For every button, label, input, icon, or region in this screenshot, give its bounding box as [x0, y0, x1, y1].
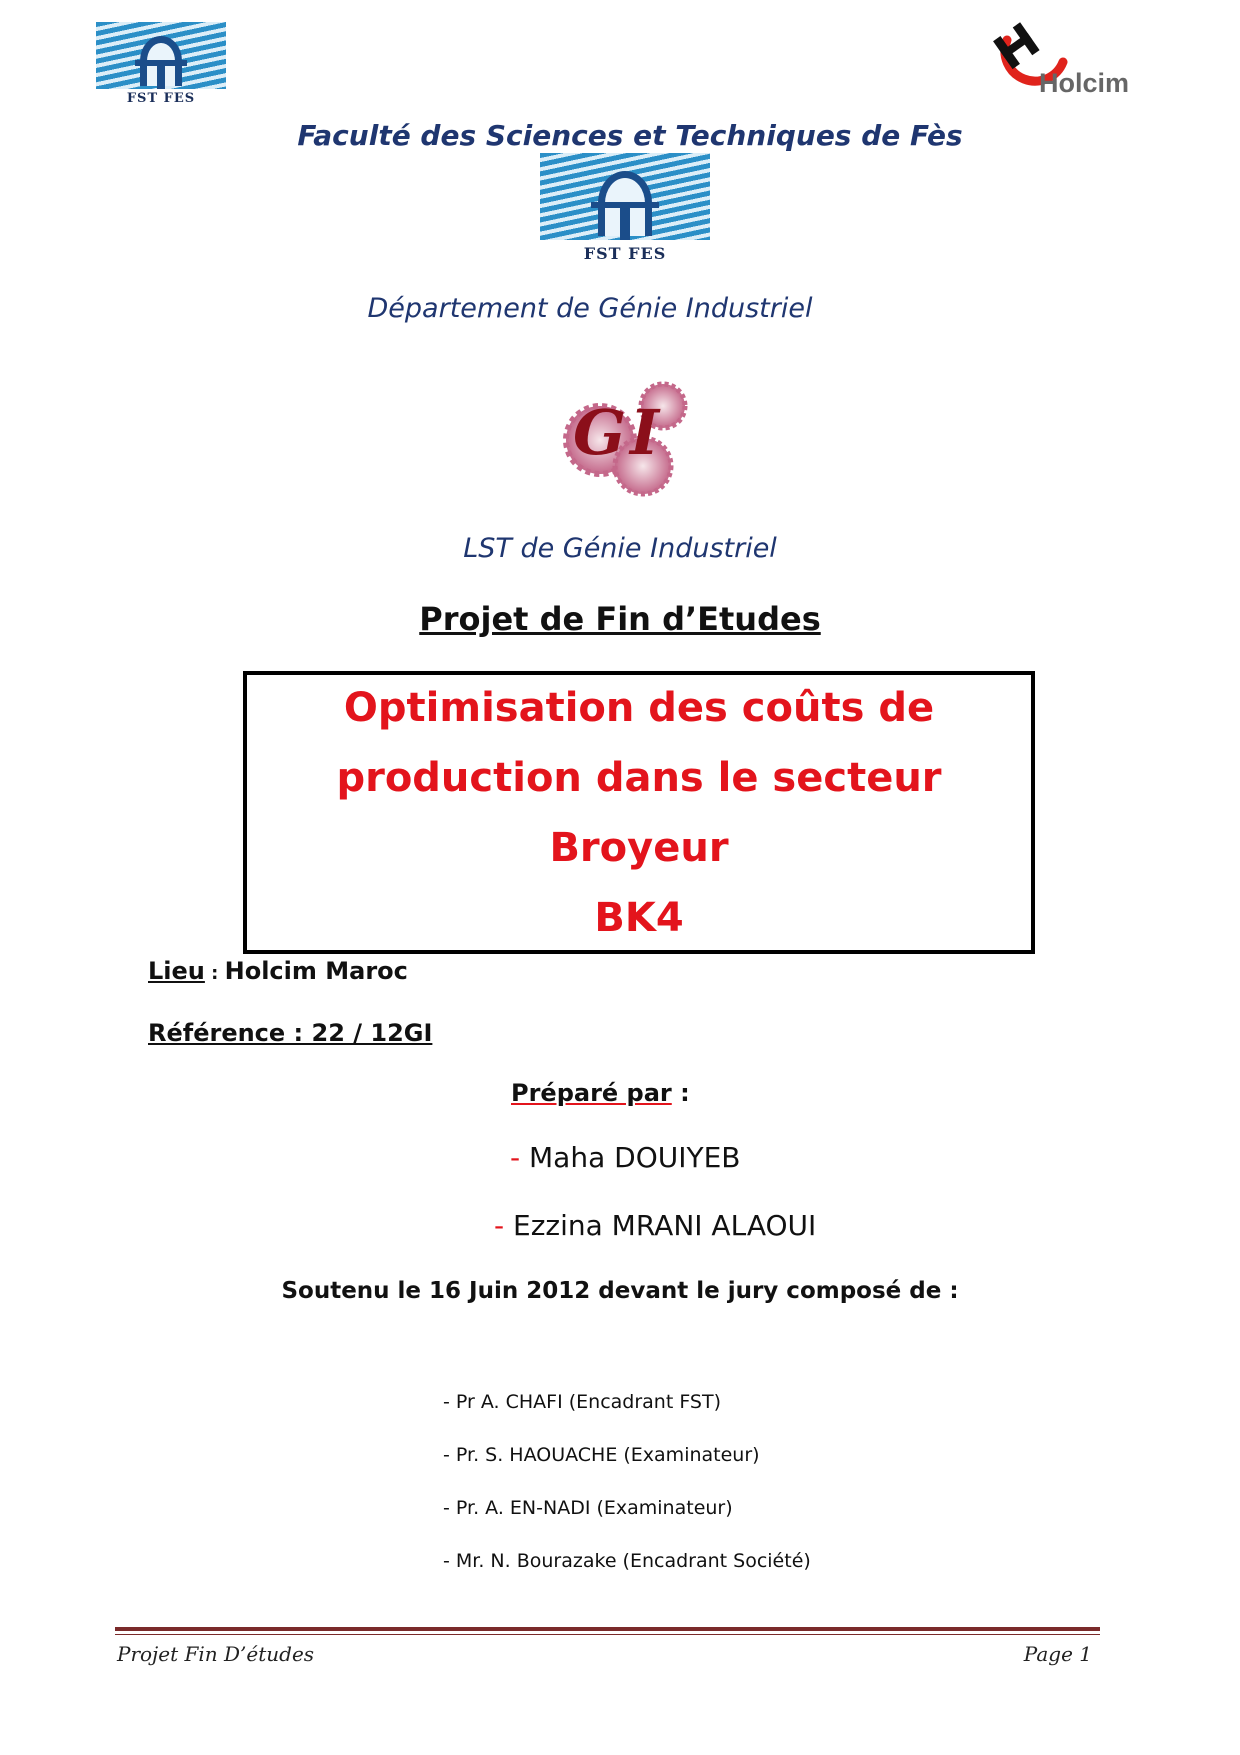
fst-logo-center-label: FST FES — [583, 243, 667, 263]
project-title-box — [243, 671, 1035, 954]
holcim-logo-text: Holcim — [1039, 68, 1130, 98]
prepared-by-colon: : — [671, 1079, 690, 1107]
footer-left: Projet Fin D’études — [117, 1642, 315, 1666]
holcim-logo — [985, 10, 1135, 100]
jury-member-4: - Mr. N. Bourazake (Encadrant Société) — [443, 1550, 811, 1572]
project-title-line-2: production dans le secteur Broyeur — [336, 754, 942, 871]
footer-page-number: Page 1 — [1023, 1642, 1092, 1666]
reference-line: Référence : 22 / 12GI — [148, 1019, 433, 1047]
gi-logo — [555, 378, 705, 503]
gi-logo-letters: GI — [573, 396, 663, 469]
faculty-title: Faculté des Sciences et Techniques de Fès — [297, 119, 963, 152]
author-1-dash: - — [510, 1141, 530, 1174]
jury-member-3: - Pr. A. EN-NADI (Examinateur) — [443, 1497, 733, 1519]
defense-statement: Soutenu le 16 Juin 2012 devant le jury composé de : — [281, 1278, 959, 1304]
department-title: Département de Génie Industriel — [367, 293, 813, 324]
jury-member-1: - Pr A. CHAFI (Encadrant FST) — [443, 1391, 722, 1413]
author-2-dash: - — [494, 1209, 514, 1242]
jury-member-2: - Pr. S. HAOUACHE (Examinateur) — [443, 1444, 760, 1466]
footer-rule-thin — [115, 1634, 1100, 1635]
author-2-name: Ezzina MRANI ALAOUI — [513, 1209, 817, 1242]
location-colon: : — [204, 963, 225, 984]
author-1 — [510, 1141, 741, 1174]
fst-logo-small — [96, 22, 226, 108]
prepared-by-text: Préparé par — [511, 1079, 672, 1107]
project-heading: Projet de Fin d’Etudes — [419, 600, 821, 638]
lst-title: LST de Génie Industriel — [463, 533, 777, 564]
project-title-line-3: BK4 — [594, 894, 684, 941]
location-line — [148, 957, 408, 985]
footer-rule-thick — [115, 1627, 1100, 1631]
location-value: Holcim Maroc — [224, 957, 408, 985]
location-label: Lieu — [148, 957, 205, 985]
fst-logo-small-label: FST FES — [126, 91, 196, 107]
author-1-name: Maha DOUIYEB — [529, 1141, 741, 1174]
fst-logo-center — [540, 153, 710, 265]
project-title-line-1: Optimisation des coûts de — [343, 684, 935, 731]
author-2 — [494, 1209, 816, 1242]
prepared-by-label — [511, 1079, 690, 1107]
project-title — [259, 673, 1019, 953]
